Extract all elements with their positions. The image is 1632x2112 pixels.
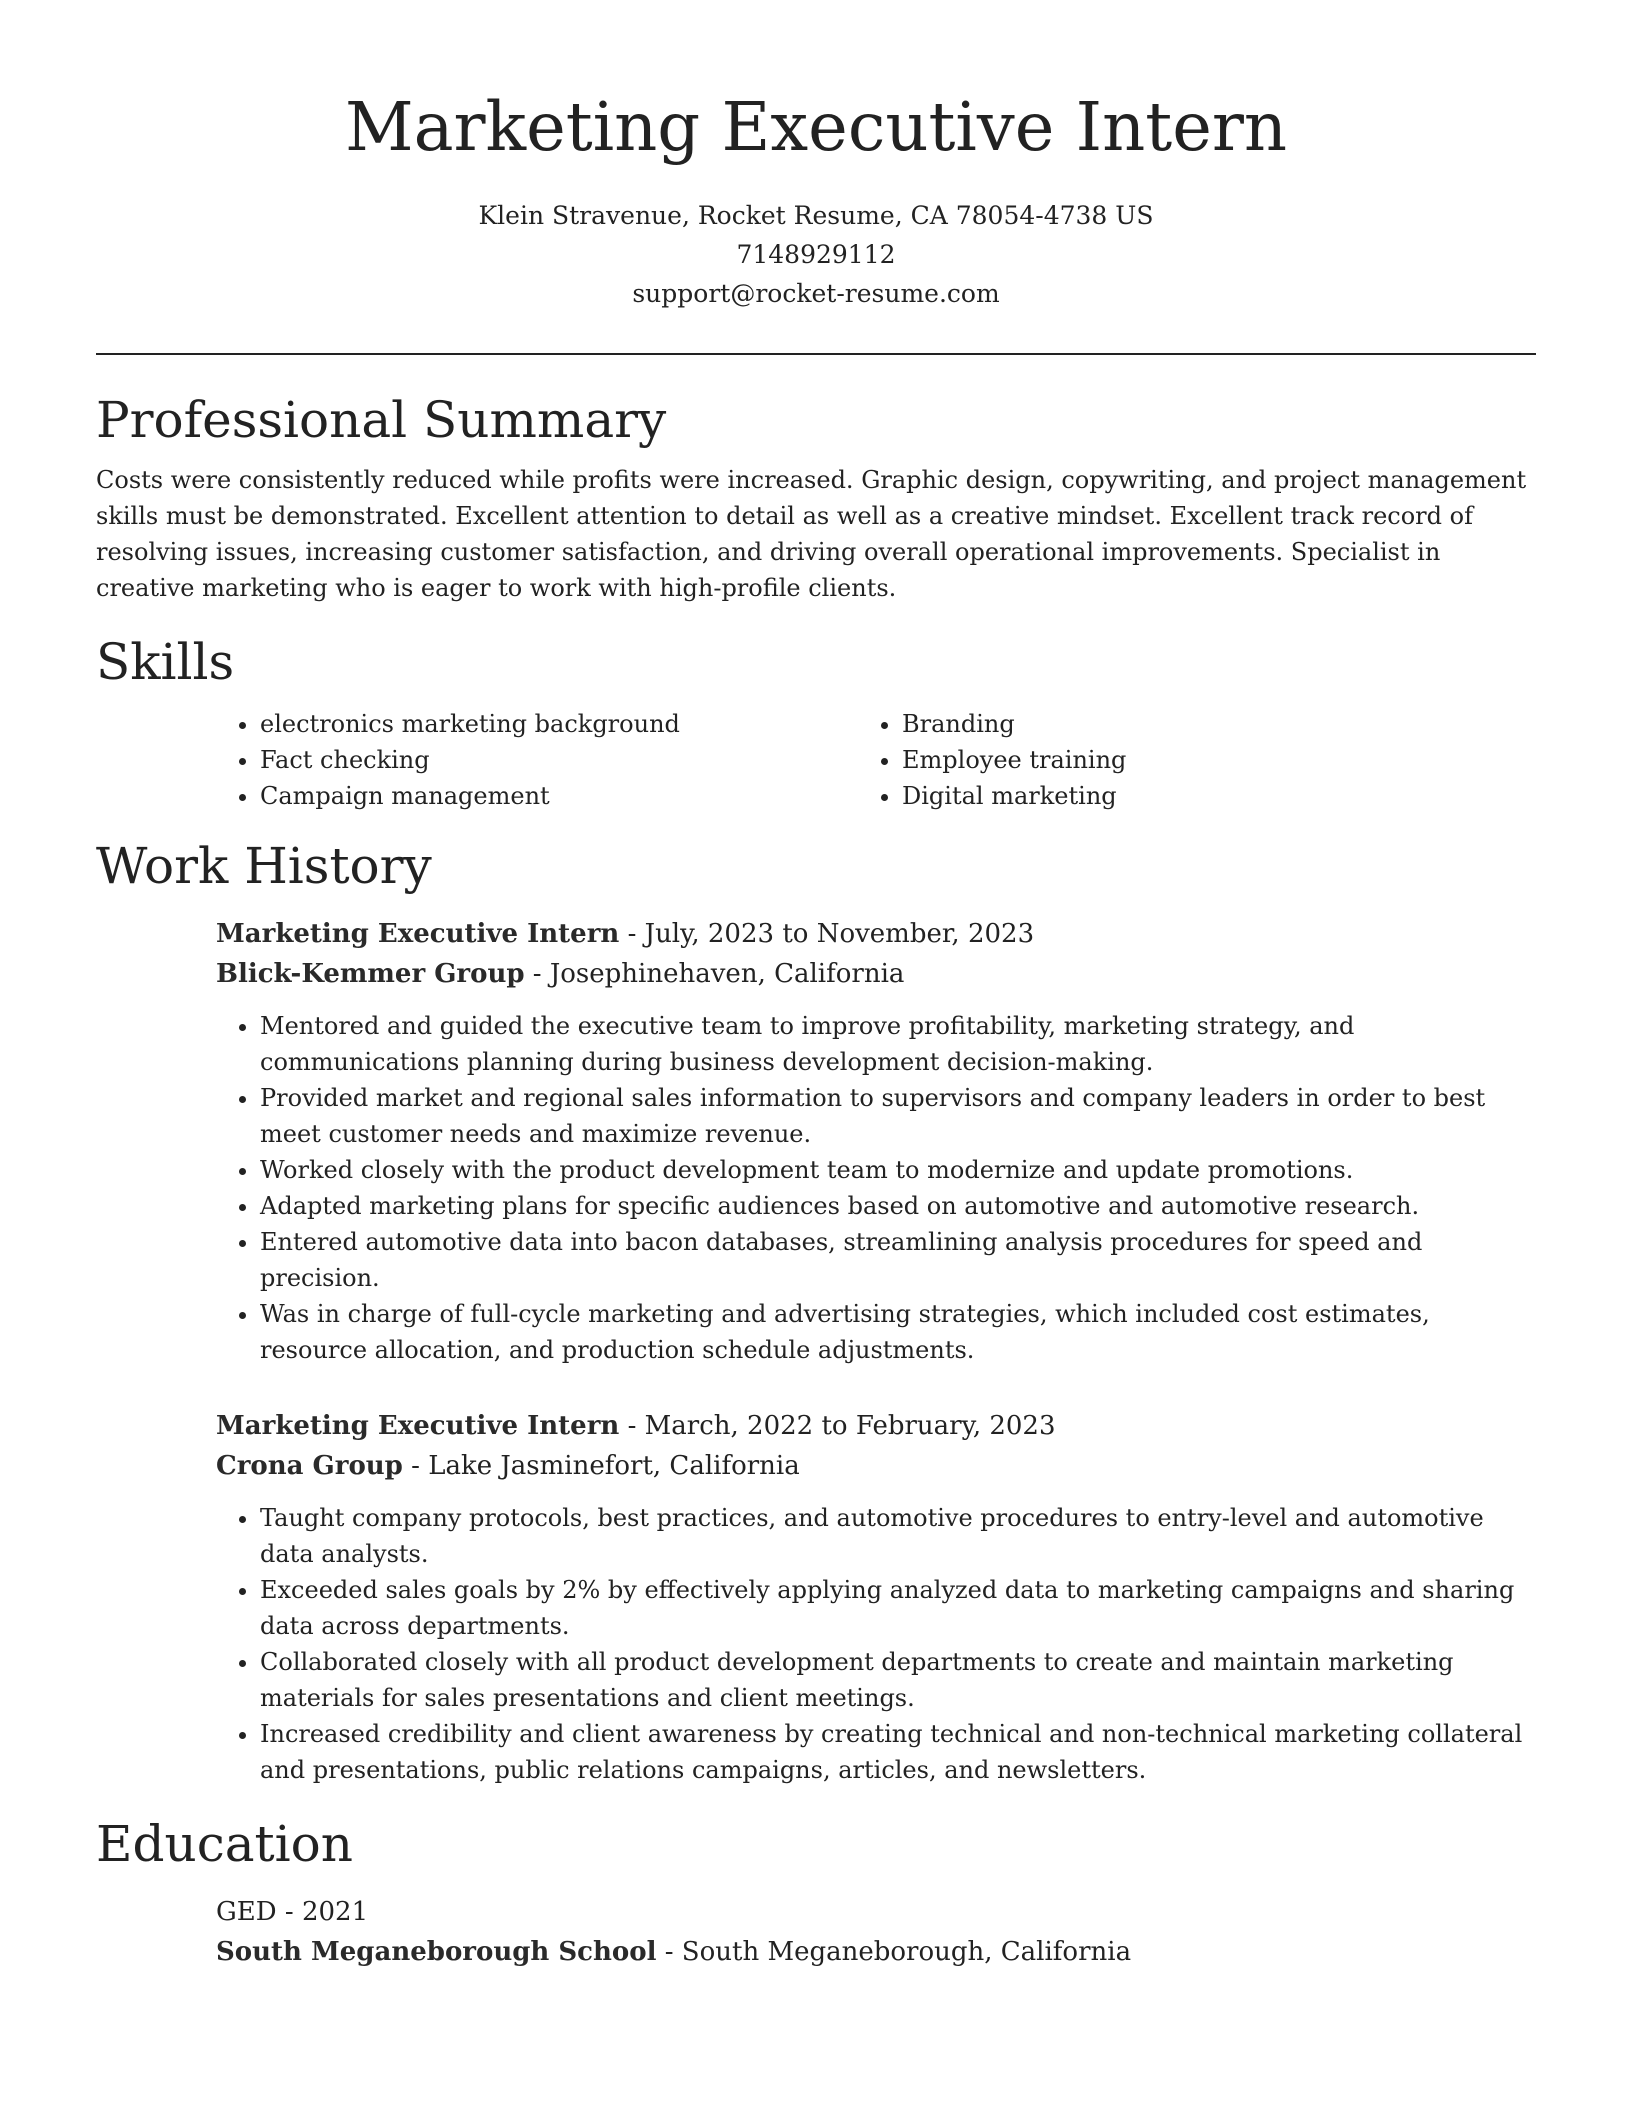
job-role: Marketing Executive Intern: [216, 1411, 620, 1441]
job-bullet: • Collaborated closely with all product development departments to create and maintain marketing materials for sales presentations and client meetings.: [260, 1644, 1536, 1716]
graduation-year: 2021: [301, 1897, 369, 1927]
skills-column-left: [216, 706, 858, 814]
education-section: [96, 1812, 1536, 1972]
separator: -: [276, 1897, 302, 1927]
job-dates: March, 2022 to February, 2023: [644, 1411, 1056, 1441]
skill-item: • Digital marketing: [902, 778, 1462, 814]
section-title-summary: Professional Summary: [96, 391, 667, 449]
skills-list: [216, 706, 1536, 814]
job-dates: July, 2023 to November, 2023: [644, 919, 1035, 949]
education-entry: [216, 1892, 1536, 1972]
skills-section: [96, 630, 1536, 814]
summary-text: Costs were consistently reduced while profits were increased. Graphic design, copywriting, and project management skills must be demonstrated. Excellent attention to detail as well as a creative mindset. Excellent track record of resolving issues, increasing customer satisfaction, and driving overall operational improvements. Specialist in creative marketing who is eager to work with high-profile clients.: [96, 466, 1527, 602]
section-title-work: Work History: [96, 837, 432, 895]
skill-item: • Employee training: [902, 742, 1462, 778]
section-title-skills: Skills: [96, 633, 235, 691]
job-company: Blick-Kemmer Group: [216, 959, 525, 989]
header-divider: [96, 353, 1536, 355]
job-title-line: [216, 914, 1536, 954]
summary-section: [96, 388, 1536, 606]
separator: -: [656, 1937, 682, 1967]
job-bullet: • Mentored and guided the executive team to improve profitability, marketing strategy, and communications planning during business development decision-making.: [260, 1008, 1536, 1080]
job-bullet: • Was in charge of full-cycle marketing and advertising strategies, which included cost estimates, resource allocation, and production schedule adjustments.: [260, 1296, 1536, 1368]
candidate-name: Marketing Executive Intern: [344, 88, 1288, 166]
job-title-line: [216, 1406, 1536, 1446]
degree: GED: [216, 1897, 277, 1927]
job-entry: [216, 1406, 1536, 1788]
job-bullet: • Adapted marketing plans for specific audiences based on automotive and automotive research.: [260, 1188, 1536, 1224]
job-company-line: [216, 1446, 1536, 1486]
job-bullet: • Worked closely with the product development team to modernize and update promotions.: [260, 1152, 1536, 1188]
separator: -: [402, 1451, 429, 1481]
job-bullet: • Entered automotive data into bacon databases, streamlining analysis procedures for speed and precision.: [260, 1224, 1536, 1296]
job-bullet: • Taught company protocols, best practices, and automotive procedures to entry-level and automotive data analysts.: [260, 1500, 1536, 1572]
job-bullet: • Increased credibility and client awareness by creating technical and non-technical marketing collateral and presentations, public relations campaigns, articles, and newsletters.: [260, 1716, 1536, 1788]
skill-item: • Branding: [902, 706, 1462, 742]
separator: -: [524, 959, 550, 989]
separator: -: [619, 1411, 645, 1441]
school-location: South Meganeborough, California: [681, 1937, 1132, 1967]
job-role: Marketing Executive Intern: [216, 919, 620, 949]
job-company-line: [216, 954, 1536, 994]
job-bullet: • Provided market and regional sales information to supervisors and company leaders in order to best meet customer needs and maximize revenue.: [260, 1080, 1536, 1152]
job-bullet: • Exceeded sales goals by 2% by effectively applying analyzed data to marketing campaigns and sharing data across departments.: [260, 1572, 1536, 1644]
skill-item: • Campaign management: [260, 778, 858, 814]
job-location: Josephinehaven, California: [549, 959, 905, 989]
work-history-section: [96, 834, 1536, 1788]
section-title-education: Education: [96, 1815, 353, 1873]
resume-header: [96, 0, 1536, 313]
job-company: Crona Group: [216, 1451, 403, 1481]
school-line: [216, 1932, 1536, 1972]
email: support@rocket-resume.com: [632, 279, 1000, 308]
skills-column-right: [858, 706, 1462, 814]
phone: 7148929112: [736, 240, 896, 269]
job-bullets: [216, 1008, 1536, 1368]
address: Klein Stravenue, Rocket Resume, CA 78054-4738 US: [478, 201, 1154, 230]
job-entry: [216, 914, 1536, 1368]
skill-item: • electronics marketing background: [260, 706, 858, 742]
contact-block: [96, 196, 1536, 313]
skill-item: • Fact checking: [260, 742, 858, 778]
job-bullets: [216, 1500, 1536, 1788]
degree-line: [216, 1892, 1536, 1932]
job-location: Lake Jasminefort, California: [428, 1451, 800, 1481]
school-name: South Meganeborough School: [216, 1937, 657, 1967]
separator: -: [619, 919, 645, 949]
